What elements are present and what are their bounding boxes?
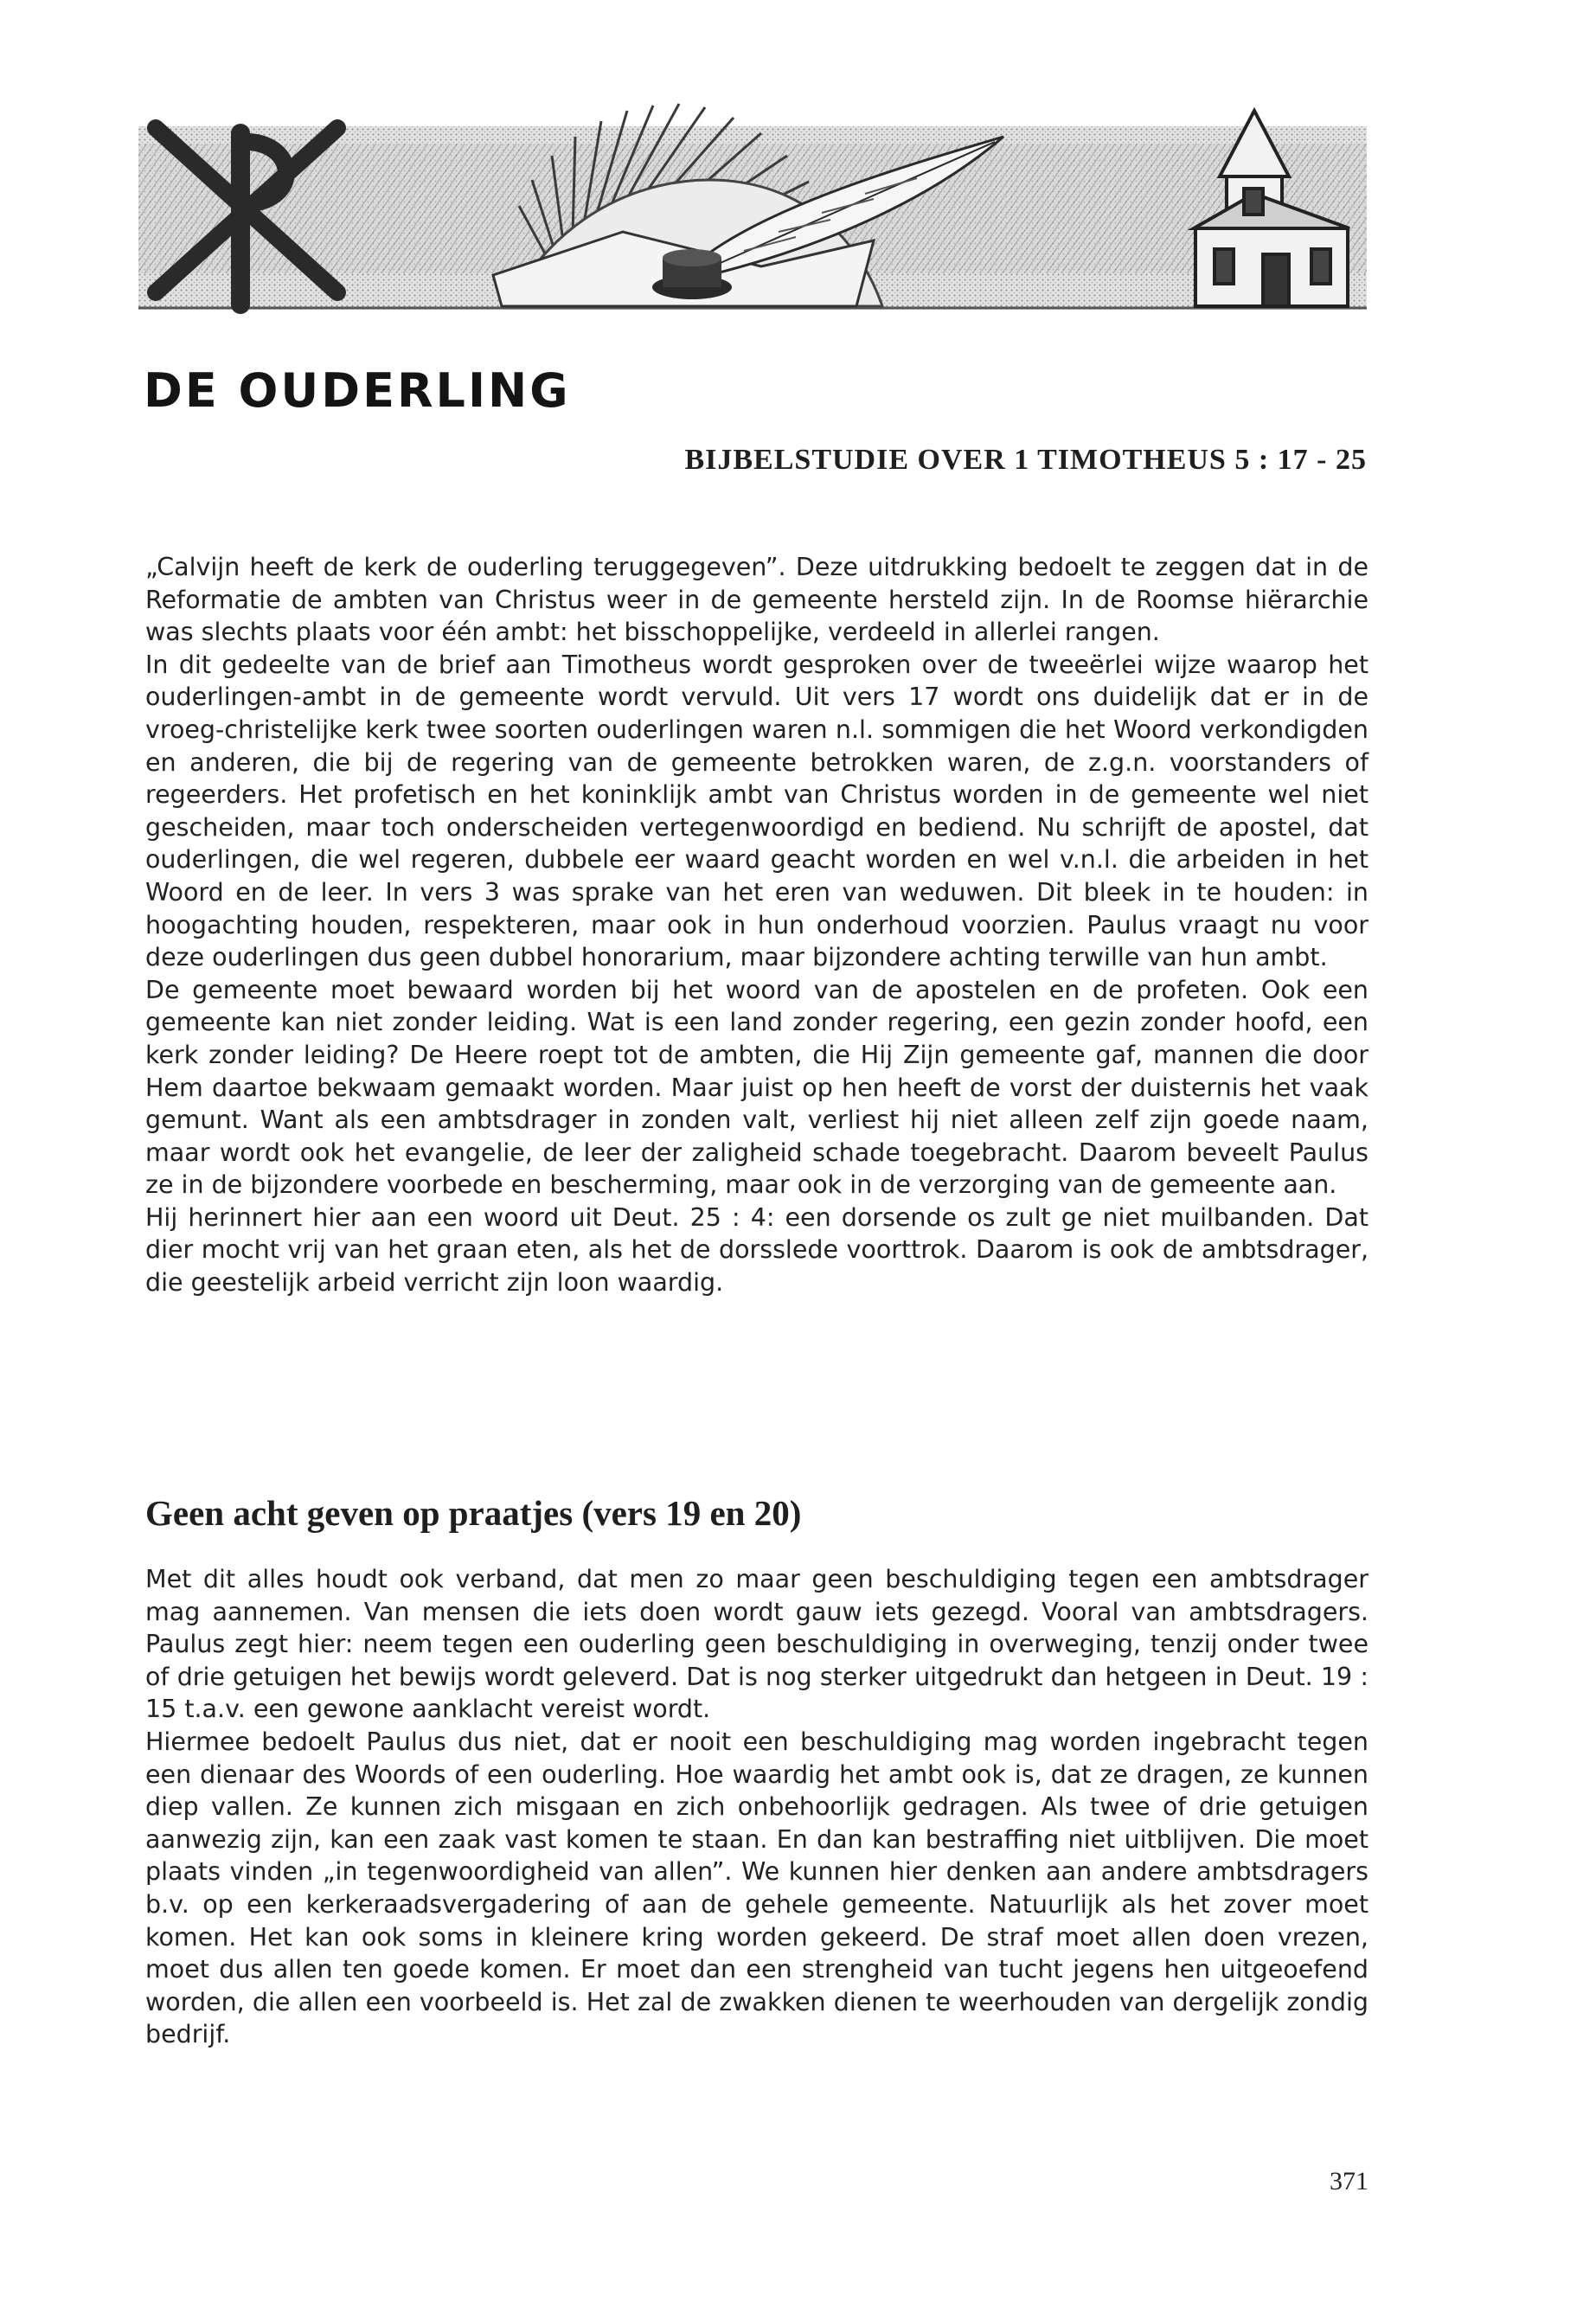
section-one-body <box>145 551 1368 1299</box>
section-two-body <box>145 1563 1368 2051</box>
masthead-title: DE OUDERLING <box>144 363 571 418</box>
paragraph: Hiermee bedoelt Paulus dus niet, dat er nooit een beschuldiging mag worden ingebracht tegen een dienaar des Woords of een ouderling. Hoe waardig het ambt ook is, dat ze dragen, ze kunnen diep vallen. Ze kunnen zich misgaan en zich onbehoorlijk gedragen. Als twee of drie getuigen aanwezig zijn, kan een zaak vast komen te staan. En dan kan bestraffing niet uitblijven. Die moet plaats vinden „in tegenwoordigheid van allen”. We kunnen hier denken aan andere ambtsdragers b.v. op een kerkeraadsvergadering of aan de gehele gemeente. Natuurlijk als het zover moet komen. Het kan ook soms in kleinere kring worden gekeerd. De straf moet allen doen vrezen, moet dus allen ten goede komen. Er moet dan een strengheid van tucht jegens hen uitgeoefend worden, die allen een voorbeeld is. Het zal de zwakken dienen te weerhouden van dergelijk zondig bedrijf. <box>145 1727 1368 2049</box>
paragraph: Hij herinnert hier aan een woord uit Deut. 25 : 4: een dorsende os zult ge niet muilbanden. Dat dier mocht vrij van het graan eten, als het de dorsslede voorttrok. Daarom is ook de ambtsdrager, die geestelijk arbeid verricht zijn loon waardig. <box>145 1202 1368 1298</box>
paragraph: „Calvijn heeft de kerk de ouderling teruggegeven”. Deze uitdrukking bedoelt te zeggen dat in de Reformatie de ambten van Christus weer in de gemeente hersteld zijn. In de Roomse hiërarchie was slechts plaats voor één ambt: het bisschoppelijke, verdeeld in allerlei rangen. <box>145 553 1368 647</box>
paragraph: Met dit alles houdt ook verband, dat men zo maar geen beschuldiging tegen een ambtsdrager mag aannemen. Van mensen die iets doen wordt gauw iets gezegd. Vooral van ambtsdragers. Paulus zegt hier: neem tegen een ouderling geen beschuldiging in overweging, tenzij onder twee of drie getuigen het bewijs wordt geleverd. Dat is nog sterker uitgedrukt dan hetgeen in Deut. 19 : 15 t.a.v. een gewone aanklacht vereist wordt. <box>145 1565 1368 1724</box>
page-number: 371 <box>1330 2167 1368 2195</box>
header-banner <box>138 102 1367 320</box>
article-subtitle: BIJBELSTUDIE OVER 1 TIMOTHEUS 5 : 17 - 25 <box>684 444 1367 476</box>
section-heading: Geen acht geven op praatjes (vers 19 en 20) <box>145 1493 802 1533</box>
paragraph: In dit gedeelte van de brief aan Timotheus wordt gesproken over de tweeërlei wijze waarop het ouderlingen-ambt in de gemeente wordt vervuld. Uit vers 17 wordt ons duidelijk dat er in de vroeg-christelijke kerk twee soorten ouderlingen waren n.l. sommigen die het Woord verkondigden en anderen, die bij de regering van de gemeente betrokken waren, de z.g.n. voorstanders of regeerders. Het profetisch en het koninklijk ambt van Christus worden in de gemeente wel niet gescheiden, maar toch onderscheiden vertegenwoordigd en bediend. Nu schrijft de apostel, dat ouderlingen, die wel regeren, dubbele eer waard geacht worden en wel v.n.l. die arbeiden in het Woord en de leer. In vers 3 was sprake van het eren van weduwen. Dit bleek in te houden: in hoogachting houden, respekteren, maar ook in hun onderhoud voorzien. Paulus vraagt nu voor deze ouderlingen dus geen dubbel honorarium, maar bijzondere achting terwille van hun ambt. <box>145 650 1368 972</box>
inkwell-icon <box>652 249 732 299</box>
paragraph: De gemeente moet bewaard worden bij het woord van de apostelen en de profeten. Ook een gemeente kan niet zonder leiding. Wat is een land zonder regering, een gezin zonder hoofd, een kerk zonder leiding? De Heere roept tot de ambten, die Hij Zijn gemeente gaf, mannen die door Hem daartoe bekwaam gemaakt worden. Maar juist op hen heeft de vorst der duisternis het vaak gemunt. Want als een ambtsdrager in zonden valt, verliest hij niet alleen zelf zijn goede naam, maar wordt ook het evangelie, de leer der zaligheid schade toegebracht. Daarom beveelt Paulus ze in de bijzondere voorbede en bescherming, maar ook in de verzorging van de gemeente aan. <box>145 975 1368 1200</box>
